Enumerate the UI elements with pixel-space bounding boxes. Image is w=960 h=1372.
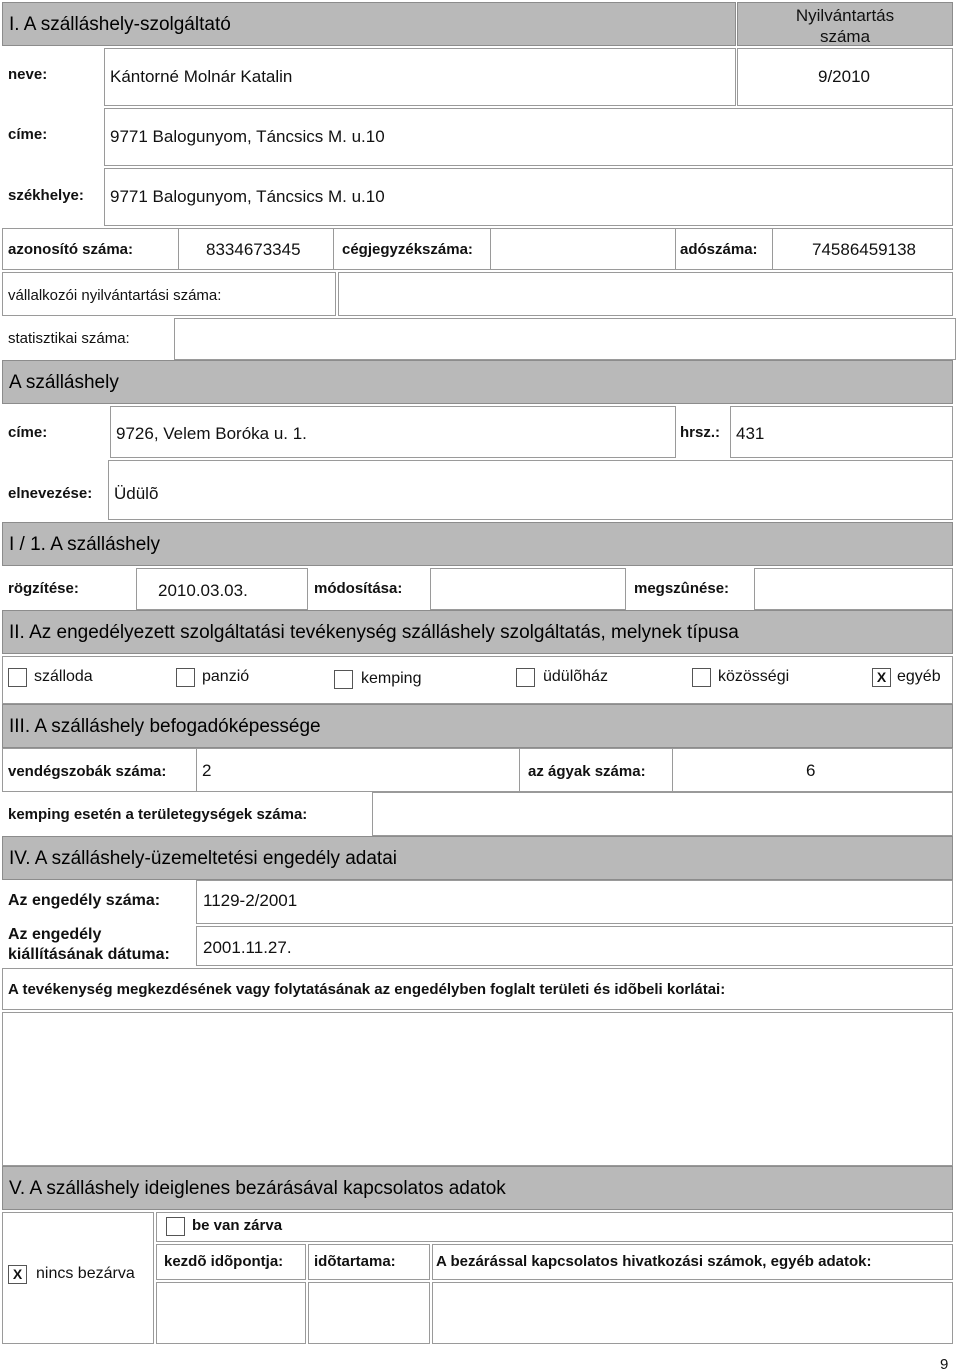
lodging-header [2,360,953,404]
lodging-name-value: Üdülõ [114,484,159,503]
page-number: 9 [940,1356,949,1372]
permit-number-value: 1129-2/2001 [203,891,298,910]
closure-duration-field [308,1282,430,1344]
rooms-field [196,748,520,792]
section1-header [2,2,736,46]
type-guesthouse-label: panzió [202,668,250,685]
camping-units-field [372,792,953,836]
type-holiday-house-checkbox[interactable] [516,668,535,687]
tax-number-label: adószáma: [680,241,758,258]
closure-refs-label: A bezárással kapcsolatos hivatkozási számok, egyéb adatok: [436,1253,872,1270]
registry-number-value: 9/2010 [818,67,870,86]
permit-date-field [196,926,953,966]
lodging-name-field [108,460,953,520]
beds-label: az ágyak száma: [528,763,646,780]
modified-field [430,568,626,610]
lodging-hrsz-value: 431 [736,424,765,443]
provider-address-value: 9771 Balogunyom, Táncsics M. u.10 [110,127,385,146]
lodging-title: A szálláshely [9,372,119,393]
provider-seat-value: 9771 Balogunyom, Táncsics M. u.10 [110,187,385,206]
restrictions-label: A tevékenység megkezdésének vagy folytatásának az engedélyben foglalt területi és idõbeli korlátai: [8,981,726,998]
registry-number-title: Nyilvántartás száma [795,6,895,46]
section2-header [2,610,953,654]
section1-title: I. A szálláshely-szolgáltató [9,14,231,35]
rooms-label: vendégszobák száma: [8,763,167,780]
recorded-label: rögzítése: [8,580,79,597]
terminated-label: megszûnése: [634,580,730,597]
company-reg-label: cégjegyzékszáma: [342,241,473,258]
section3-title: III. A szálláshely befogadóképessége [9,716,321,737]
recorded-value: 2010.03.03. [158,581,248,600]
type-camping-label: kemping [361,670,422,687]
section4-header [2,836,953,880]
type-community-checkbox[interactable] [692,668,711,687]
section5-header [2,1166,953,1210]
lodging-hrsz-label: hrsz.: [680,424,721,441]
statistical-field [174,318,956,360]
id-number-label: azonosító száma: [8,241,134,258]
permit-number-field [196,880,953,924]
type-camping-checkbox[interactable] [334,670,353,689]
company-reg-field [490,228,676,270]
type-guesthouse-checkbox[interactable] [176,668,195,687]
permit-date-value: 2001.11.27. [203,938,292,957]
lodging-address-label: címe: [8,424,48,441]
closed-checkbox[interactable] [166,1217,185,1236]
not-closed-label: nincs bezárva [36,1265,135,1282]
rooms-value: 2 [202,761,212,780]
service-types-row [2,656,953,704]
statistical-label: statisztikai száma: [8,330,130,347]
modified-label: módosítása: [314,580,403,597]
type-hotel-checkbox[interactable] [8,668,27,687]
provider-name-value: Kántorné Molnár Katalin [110,67,293,86]
restrictions-field [2,1012,953,1166]
type-holiday-house-label: üdülõház [543,668,608,685]
section1-1-title: I / 1. A szálláshely [9,534,161,555]
entrepreneur-label: vállalkozói nyilvántartási száma: [8,287,222,304]
lodging-address-value: 9726, Velem Boróka u. 1. [116,424,307,443]
lodging-name-label: elnevezése: [8,485,93,502]
entrepreneur-field [338,272,953,316]
permit-number-label: Az engedély száma: [8,892,161,909]
permit-date-label-line2: kiállításának dátuma: [8,946,170,963]
provider-name-label: neve: [8,66,48,83]
closed-label: be van zárva [192,1217,283,1234]
closure-refs-field [432,1282,953,1344]
section4-title: IV. A szálláshely-üzemeltetési engedély adatai [9,848,397,869]
tax-number-value: 74586459138 [812,240,917,259]
type-other-label: egyéb [897,668,941,685]
id-number-value: 8334673345 [206,240,301,259]
terminated-field [754,568,953,610]
section5-title: V. A szálláshely ideiglenes bezárásával kapcsolatos adatok [9,1178,506,1199]
permit-date-label-line1: Az engedély [8,926,102,943]
closure-duration-label: idõtartama: [314,1253,396,1270]
provider-address-label: címe: [8,126,48,143]
type-community-label: közösségi [718,668,790,685]
provider-seat-label: székhelye: [8,187,84,204]
closure-start-label: kezdõ idõpontja: [164,1253,284,1270]
section2-title: II. Az engedélyezett szolgáltatási tevékenység szálláshely szolgáltatás, melynek típusa [9,622,739,643]
section1-1-header [2,522,953,566]
beds-value: 6 [806,761,816,780]
type-other-checkbox[interactable]: X [872,668,891,687]
type-hotel-label: szálloda [34,668,93,685]
section3-header [2,704,953,748]
closure-start-field [156,1282,306,1344]
not-closed-checkbox[interactable]: X [8,1265,27,1284]
camping-units-label: kemping esetén a területegységek száma: [8,806,308,823]
registry-number-header [737,2,953,46]
